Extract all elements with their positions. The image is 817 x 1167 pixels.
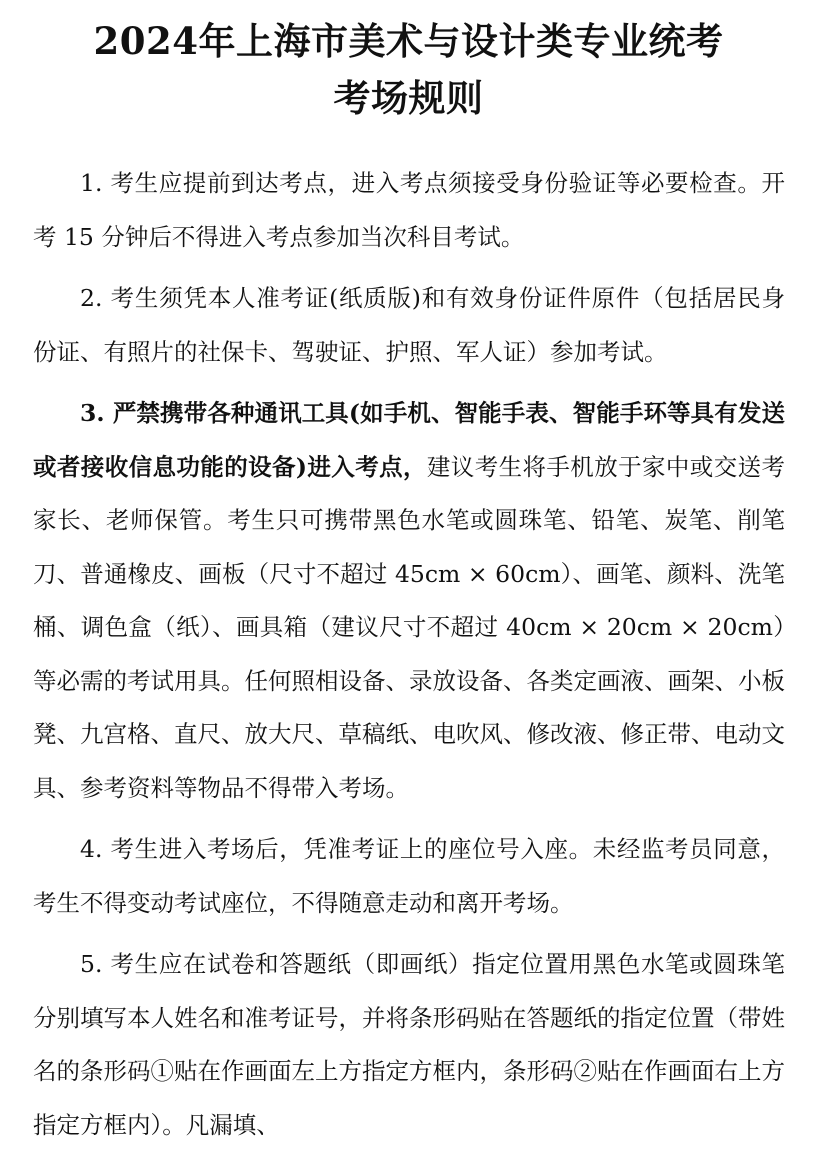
document-title-line-2: 考场规则 — [333, 76, 484, 120]
rule-text: 2. 考生须凭本人准考证(纸质版)和有效身份证件原件（包括居民身份证、有照片的社保卡、驾驶证、护照、军人证）参加考试。 — [33, 284, 785, 366]
rule-paragraph-4 — [33, 823, 785, 930]
rule-text: 1. 考生应提前到达考点，进入考点须接受身份验证等必要检查。开考 15 分钟后不得进入考点参加当次科目考试。 — [33, 169, 785, 251]
rule-text: 4. 考生进入考场后，凭准考证上的座位号入座。未经监考员同意，考生不得变动考试座位，不得随意走动和离开考场。 — [33, 835, 785, 917]
rule-paragraph-2 — [33, 272, 785, 379]
rule-paragraph-3 — [33, 387, 785, 815]
rule-paragraph-1 — [33, 157, 785, 264]
rule-text: 建议考生将手机放于家中或交送考家长、老师保管。考生只可携带黑色水笔或圆珠笔、铅笔、炭笔、削笔刀、普通橡皮、画板（尺寸不超过 45cm × 60cm）、画笔、颜料、洗笔桶、调色盒（纸）、画具箱（建议尺寸不超过 40cm × 20cm × 20cm）等必需的考试用具。任何照相设备、录放设备、各类定画液、画架、小板凳、九宫格、直尺、放大尺、草稿纸、电吹风、修改液、修正带、电动文具、参考资料等物品不得带入考场。 — [33, 452, 785, 802]
rule-paragraph-5 — [33, 938, 785, 1152]
rule-text: 5. 考生应在试卷和答题纸（即画纸）指定位置用黑色水笔或圆珠笔分别填写本人姓名和准考证号，并将条形码贴在答题纸的指定位置（带姓名的条形码①贴在作画面左上方指定方框内，条形码②贴在作画面右上方指定方框内）。凡漏填、 — [33, 950, 785, 1139]
rules-body — [33, 157, 785, 1152]
rule-bold-text: 3. 严禁携带各种通讯工具(如手机、智能手表、智能手环等具有发送或者接收信息功能的设备)进入考点， — [33, 399, 785, 481]
document-title-line-1: 2024年上海市美术与设计类专业统考 — [93, 19, 724, 63]
